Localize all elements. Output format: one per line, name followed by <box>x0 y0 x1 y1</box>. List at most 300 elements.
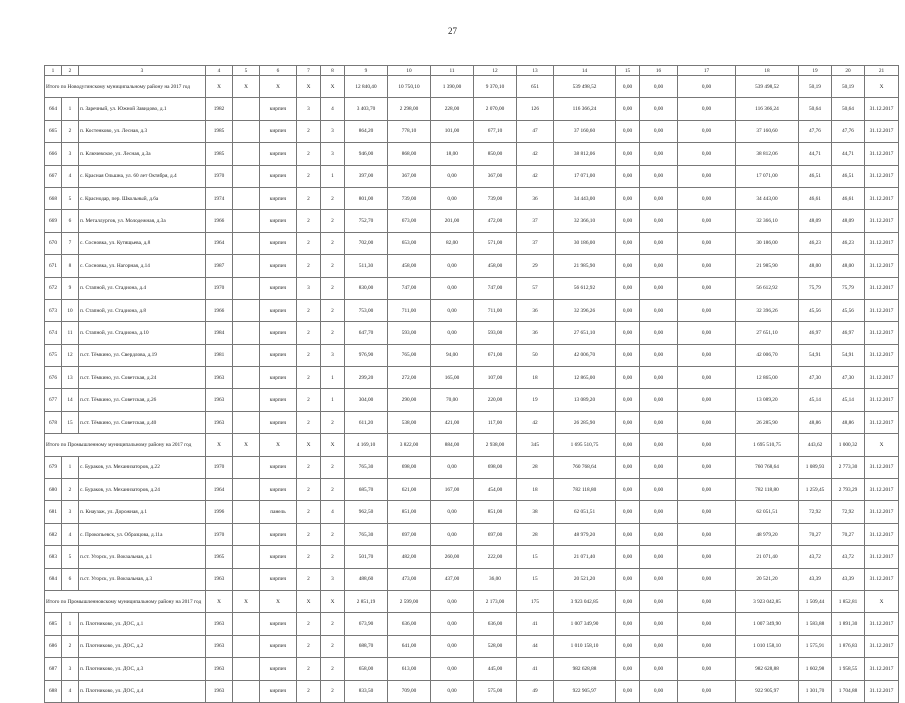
table-cell: X <box>206 76 233 98</box>
table-cell: 0,00 <box>640 322 678 344</box>
table-cell: 13 089,20 <box>736 389 799 411</box>
table-cell: 0,00 <box>431 187 474 209</box>
table-cell: 31.12.2017 <box>865 501 899 523</box>
table-cell: 922 905,97 <box>736 680 799 702</box>
column-number: 20 <box>832 66 865 76</box>
table-cell: 1970 <box>206 277 233 299</box>
row-number: 677 <box>45 389 62 411</box>
table-cell: 31.12.2017 <box>865 658 899 680</box>
table-row <box>45 210 899 232</box>
table-cell: 56 612,92 <box>736 277 799 299</box>
table-cell: 698,00 <box>388 456 431 478</box>
table-cell: 46,23 <box>832 232 865 254</box>
table-cell: 2 <box>297 255 321 277</box>
table-cell: 1963 <box>206 389 233 411</box>
table-cell: кирпич <box>260 120 297 142</box>
table-cell: 45,56 <box>832 299 865 321</box>
table-cell: кирпич <box>260 255 297 277</box>
table-cell: 1 695 510,75 <box>736 434 799 456</box>
address-cell: с. Сосновка, ул. Нагорная, д.14 <box>79 255 206 277</box>
table-cell: 593,00 <box>474 322 517 344</box>
table-cell: 2 <box>297 344 321 366</box>
table-cell: 593,00 <box>388 322 431 344</box>
column-number: 19 <box>799 66 832 76</box>
table-row <box>45 568 899 590</box>
table-cell: 2 <box>297 658 321 680</box>
table-cell: кирпич <box>260 98 297 120</box>
table-row <box>45 635 899 657</box>
address-cell: с. Краснодар, пер. Школьный, д.6а <box>79 187 206 209</box>
row-number: 675 <box>45 344 62 366</box>
table-cell: 673,00 <box>388 210 431 232</box>
table-cell: 32 396,26 <box>554 299 616 321</box>
row-number: 664 <box>45 98 62 120</box>
table-cell: 0,00 <box>678 187 736 209</box>
table-cell: 0,00 <box>431 165 474 187</box>
table-cell: 1 <box>321 367 345 389</box>
table-cell: 0,00 <box>678 322 736 344</box>
row-index: 3 <box>62 501 79 523</box>
row-number: 669 <box>45 210 62 232</box>
table-cell: 50,19 <box>799 76 832 98</box>
table-cell: 29 <box>517 255 554 277</box>
table-cell: 0,00 <box>678 479 736 501</box>
table-cell: 1970 <box>206 165 233 187</box>
table-cell: 70,27 <box>832 523 865 545</box>
table-cell: 0,00 <box>640 680 678 702</box>
table-cell <box>233 456 260 478</box>
table-cell: 41 <box>517 613 554 635</box>
table-row <box>45 120 899 142</box>
table-cell: 2 599,00 <box>388 590 431 612</box>
table-cell: 0,00 <box>616 411 640 433</box>
table-cell: 20 521,20 <box>554 568 616 590</box>
table-cell: 3 <box>321 344 345 366</box>
table-cell: 760 768,64 <box>554 456 616 478</box>
table-cell <box>233 232 260 254</box>
table-cell: 488,60 <box>345 568 388 590</box>
table-cell: 12 840,40 <box>345 76 388 98</box>
table-cell: 2 <box>321 322 345 344</box>
address-cell: п. Плотниково, ул. ДОС, д.3 <box>79 658 206 680</box>
table-cell: 42 <box>517 411 554 433</box>
table-cell: X <box>865 590 899 612</box>
table-cell: 2 <box>297 479 321 501</box>
table-cell: 2 938,00 <box>474 434 517 456</box>
table-cell: 0,00 <box>640 76 678 98</box>
table-cell: 21 071,40 <box>736 546 799 568</box>
table-cell: 101,00 <box>431 120 474 142</box>
table-row <box>45 479 899 501</box>
row-number: 685 <box>45 613 62 635</box>
address-cell: с. Бураков, ул. Механизаторов, д.22 <box>79 456 206 478</box>
table-cell: 0,00 <box>678 367 736 389</box>
table-cell: кирпич <box>260 210 297 232</box>
table-cell: 3 <box>297 98 321 120</box>
table-cell: 0,00 <box>640 143 678 165</box>
table-cell: 37 <box>517 232 554 254</box>
table-cell: 0,00 <box>640 255 678 277</box>
table-cell: 43,72 <box>832 546 865 568</box>
table-cell: 0,00 <box>640 479 678 501</box>
table-cell: 571,00 <box>474 232 517 254</box>
table-cell: 27 651,10 <box>554 322 616 344</box>
table-cell: 2 773,30 <box>832 456 865 478</box>
table-cell: X <box>206 434 233 456</box>
row-number: 679 <box>45 456 62 478</box>
table-cell: 3 <box>321 143 345 165</box>
table-cell: 2 <box>297 389 321 411</box>
table-cell: 2 173,00 <box>474 590 517 612</box>
table-cell: 833,50 <box>345 680 388 702</box>
table-cell: 0,00 <box>640 120 678 142</box>
table-cell: кирпич <box>260 635 297 657</box>
table-cell: 397,00 <box>345 165 388 187</box>
row-index: 2 <box>62 479 79 501</box>
table-cell: 0,00 <box>678 613 736 635</box>
table-cell: 18 <box>517 367 554 389</box>
table-cell: 31.12.2017 <box>865 680 899 702</box>
table-cell: 1965 <box>206 546 233 568</box>
table-cell: 864,20 <box>345 120 388 142</box>
table-cell: 0,00 <box>616 389 640 411</box>
row-index: 1 <box>62 613 79 635</box>
table-row <box>45 501 899 523</box>
column-number: 11 <box>431 66 474 76</box>
table-cell: 658,00 <box>345 658 388 680</box>
table-cell: 1963 <box>206 568 233 590</box>
table-cell: 44,71 <box>832 143 865 165</box>
table-cell: 0,00 <box>616 210 640 232</box>
address-cell: с. Бураков, ул. Механизаторов, д.24 <box>79 479 206 501</box>
row-index: 6 <box>62 568 79 590</box>
table-cell: 21 985,90 <box>736 255 799 277</box>
table-cell: 782 118,80 <box>554 479 616 501</box>
table-cell: 1 007 349,90 <box>554 613 616 635</box>
table-cell: 10 750,10 <box>388 76 431 98</box>
table-cell: 445,00 <box>474 658 517 680</box>
row-number: 667 <box>45 165 62 187</box>
table-cell: 0,00 <box>431 658 474 680</box>
subtotal-label: Итого по Новодугинскому муниципальному району на 2017 год <box>45 76 206 98</box>
table-cell: 175 <box>517 590 554 612</box>
row-number: 680 <box>45 479 62 501</box>
row-index: 4 <box>62 680 79 702</box>
table-cell: 2 <box>321 523 345 545</box>
table-cell: 765,30 <box>345 456 388 478</box>
table-cell: кирпич <box>260 344 297 366</box>
table-cell <box>233 613 260 635</box>
table-cell: 711,00 <box>474 299 517 321</box>
table-cell: 0,00 <box>616 635 640 657</box>
table-cell: 0,00 <box>616 322 640 344</box>
table-cell: 0,00 <box>431 613 474 635</box>
table-cell: 1 704,88 <box>832 680 865 702</box>
table-cell: 222,00 <box>474 546 517 568</box>
table-cell: 1985 <box>206 120 233 142</box>
table-cell: кирпич <box>260 479 297 501</box>
table-cell <box>233 187 260 209</box>
table-cell: 1963 <box>206 680 233 702</box>
table-cell: 539 498,52 <box>554 76 616 98</box>
table-cell: 1964 <box>206 232 233 254</box>
table-cell: 753,00 <box>345 299 388 321</box>
table-cell: 697,00 <box>388 523 431 545</box>
table-cell: 50,64 <box>832 98 865 120</box>
table-cell: X <box>297 434 321 456</box>
table-cell: 75,79 <box>832 277 865 299</box>
row-index: 5 <box>62 546 79 568</box>
table-cell: 9 370,10 <box>474 76 517 98</box>
table-cell: 2 <box>297 568 321 590</box>
table-cell: 2 <box>321 210 345 232</box>
table-cell <box>233 501 260 523</box>
table-cell: 2 <box>297 411 321 433</box>
table-cell: 0,00 <box>640 590 678 612</box>
address-cell: п. Плотниково, ул. ДОС, д.4 <box>79 680 206 702</box>
row-index: 2 <box>62 120 79 142</box>
table-cell: X <box>321 434 345 456</box>
table-cell: 31.12.2017 <box>865 165 899 187</box>
table-cell: 0,00 <box>678 635 736 657</box>
table-cell: 2 <box>297 456 321 478</box>
table-row <box>45 165 899 187</box>
table-cell: 3 923 042,85 <box>554 590 616 612</box>
table-cell: 1974 <box>206 187 233 209</box>
row-number: 684 <box>45 568 62 590</box>
table-cell: 47,76 <box>799 120 832 142</box>
table-cell: 31.12.2017 <box>865 411 899 433</box>
table-cell: X <box>321 590 345 612</box>
table-cell: X <box>233 76 260 98</box>
address-cell: п. Стапной, ул. Стадиона, д.4 <box>79 277 206 299</box>
table-cell: 56 612,92 <box>554 277 616 299</box>
address-cell: с. Прокопьевск, ул. Образцова, д.11а <box>79 523 206 545</box>
table-cell: 437,00 <box>431 568 474 590</box>
table-cell: 117,00 <box>474 411 517 433</box>
table-cell: 575,00 <box>474 680 517 702</box>
table-cell: 48,00 <box>799 255 832 277</box>
table-cell: 1984 <box>206 322 233 344</box>
page-number: 27 <box>448 26 457 36</box>
table-cell: 0,00 <box>678 658 736 680</box>
table-cell: 511,30 <box>345 255 388 277</box>
table-cell: 698,00 <box>474 456 517 478</box>
table-cell: 2 <box>321 277 345 299</box>
row-index: 10 <box>62 299 79 321</box>
table-cell: 47 <box>517 120 554 142</box>
table-cell: 0,00 <box>431 299 474 321</box>
table-cell <box>233 210 260 232</box>
table-cell: 32 366,10 <box>554 210 616 232</box>
table-cell: 1 010 158,10 <box>736 635 799 657</box>
table-cell <box>233 635 260 657</box>
table-cell: 1970 <box>206 523 233 545</box>
table-cell: 36 <box>517 187 554 209</box>
table-cell: 0,00 <box>616 299 640 321</box>
row-index: 9 <box>62 277 79 299</box>
table-cell: кирпич <box>260 322 297 344</box>
table-cell: 1 007 349,90 <box>736 613 799 635</box>
table-cell: 46,61 <box>832 187 865 209</box>
table-cell: 48 979,20 <box>736 523 799 545</box>
table-cell: 37 160,60 <box>736 120 799 142</box>
table-cell: 28 <box>517 523 554 545</box>
table-cell: 38 812,06 <box>736 143 799 165</box>
table-cell: 0,00 <box>616 98 640 120</box>
table-cell: 2 <box>297 322 321 344</box>
table-cell: 31.12.2017 <box>865 523 899 545</box>
table-cell: 0,00 <box>678 434 736 456</box>
table-cell: 116 366,24 <box>736 98 799 120</box>
table-cell: 458,00 <box>474 255 517 277</box>
table-cell: 1 876,83 <box>832 635 865 657</box>
column-number: 6 <box>260 66 297 76</box>
table-cell <box>233 98 260 120</box>
table-row <box>45 680 899 702</box>
table-cell: 1 <box>321 165 345 187</box>
table-row <box>45 299 899 321</box>
table-cell: 0,00 <box>640 568 678 590</box>
table-row <box>45 523 899 545</box>
table-cell: 636,00 <box>474 613 517 635</box>
table-cell: X <box>206 590 233 612</box>
table-cell: 62 051,51 <box>736 501 799 523</box>
table-cell: 0,00 <box>431 635 474 657</box>
column-number: 9 <box>345 66 388 76</box>
table-cell: 982 628,88 <box>736 658 799 680</box>
table-cell: 201,00 <box>431 210 474 232</box>
table-cell: 12 865,00 <box>554 367 616 389</box>
table-cell: 32 396,26 <box>736 299 799 321</box>
table-cell: 760 768,64 <box>736 456 799 478</box>
table-cell <box>233 389 260 411</box>
table-cell: 0,00 <box>616 590 640 612</box>
table-cell: 1 301,70 <box>799 680 832 702</box>
table-cell: 0,00 <box>640 546 678 568</box>
table-cell: 260,00 <box>431 546 474 568</box>
table-cell: 1964 <box>206 479 233 501</box>
column-number: 15 <box>616 66 640 76</box>
column-number: 5 <box>233 66 260 76</box>
table-cell: 1 089,93 <box>799 456 832 478</box>
table-cell: 702,00 <box>345 232 388 254</box>
address-cell: п. Ключевское, ул. Лесная, д.3а <box>79 143 206 165</box>
table-cell: 31.12.2017 <box>865 613 899 635</box>
table-cell: 48 979,20 <box>554 523 616 545</box>
table-cell: кирпич <box>260 546 297 568</box>
table-cell: 868,00 <box>388 143 431 165</box>
table-cell: 1981 <box>206 344 233 366</box>
row-index: 12 <box>62 344 79 366</box>
table-cell: 0,00 <box>678 523 736 545</box>
table-cell: X <box>865 76 899 98</box>
row-number: 673 <box>45 299 62 321</box>
column-number: 12 <box>474 66 517 76</box>
table-cell: 70,00 <box>431 389 474 411</box>
table-cell: 0,00 <box>640 411 678 433</box>
table-cell: 70,27 <box>799 523 832 545</box>
table-cell: 299,20 <box>345 367 388 389</box>
table-cell: 1 575,91 <box>799 635 832 657</box>
table-cell: X <box>321 76 345 98</box>
table-cell: 18 <box>517 479 554 501</box>
table-cell: 0,00 <box>616 658 640 680</box>
table-cell: X <box>260 434 297 456</box>
table-row <box>45 613 899 635</box>
table-cell: 0,00 <box>678 165 736 187</box>
table-cell: 0,00 <box>678 210 736 232</box>
table-cell: 782 118,80 <box>736 479 799 501</box>
table-cell: 54,91 <box>799 344 832 366</box>
table-cell: 31.12.2017 <box>865 255 899 277</box>
table-cell: 0,00 <box>431 501 474 523</box>
table-cell: 44,71 <box>799 143 832 165</box>
table-cell: 539 498,52 <box>736 76 799 98</box>
table-cell: 641,00 <box>388 635 431 657</box>
table-cell: кирпич <box>260 367 297 389</box>
table-cell: 46,51 <box>832 165 865 187</box>
column-number: 1 <box>45 66 62 76</box>
row-number: 676 <box>45 367 62 389</box>
table-cell: 1 695 510,75 <box>554 434 616 456</box>
table-cell: 41 <box>517 658 554 680</box>
column-number: 8 <box>321 66 345 76</box>
table-cell <box>233 322 260 344</box>
table-cell: 850,00 <box>474 143 517 165</box>
row-index: 6 <box>62 210 79 232</box>
table-cell <box>233 165 260 187</box>
table-cell: кирпич <box>260 299 297 321</box>
table-cell: 27 651,10 <box>736 322 799 344</box>
table-cell: 17 071,00 <box>554 165 616 187</box>
table-cell: 31.12.2017 <box>865 546 899 568</box>
table-cell: 1963 <box>206 367 233 389</box>
table-cell: 4 169,10 <box>345 434 388 456</box>
table-cell: 2 <box>297 546 321 568</box>
table-cell: 26 285,90 <box>736 411 799 433</box>
table-cell: 34 443,00 <box>736 187 799 209</box>
table-cell: 962,50 <box>345 501 388 523</box>
row-number: 671 <box>45 255 62 277</box>
table-cell: 2 <box>297 501 321 523</box>
table-cell: 636,00 <box>388 613 431 635</box>
column-number-row <box>45 66 899 76</box>
table-cell: 37 160,60 <box>554 120 616 142</box>
table-cell: 458,00 <box>388 255 431 277</box>
address-cell: с. Сосновка, ул. Кутящьева, д.8 <box>79 232 206 254</box>
table-cell: 653,00 <box>388 232 431 254</box>
table-cell: 30 186,00 <box>736 232 799 254</box>
table-cell: 2 <box>321 613 345 635</box>
address-cell: п.ст. Угорск, ул. Вокзальная, д.3 <box>79 568 206 590</box>
table-cell: 0,00 <box>678 680 736 702</box>
table-row <box>45 367 899 389</box>
table-cell: 884,00 <box>431 434 474 456</box>
row-index: 15 <box>62 411 79 433</box>
table-cell: 2 793,29 <box>832 479 865 501</box>
table-cell: 2 298,00 <box>388 98 431 120</box>
table-cell: 0,00 <box>678 389 736 411</box>
table-cell: кирпич <box>260 187 297 209</box>
table-cell: 165,00 <box>431 367 474 389</box>
table-cell: 28 <box>517 456 554 478</box>
row-number: 668 <box>45 187 62 209</box>
table-cell: 711,00 <box>388 299 431 321</box>
table-cell: 57 <box>517 277 554 299</box>
table-cell: 72,92 <box>799 501 832 523</box>
table-cell: 26 285,90 <box>554 411 616 433</box>
